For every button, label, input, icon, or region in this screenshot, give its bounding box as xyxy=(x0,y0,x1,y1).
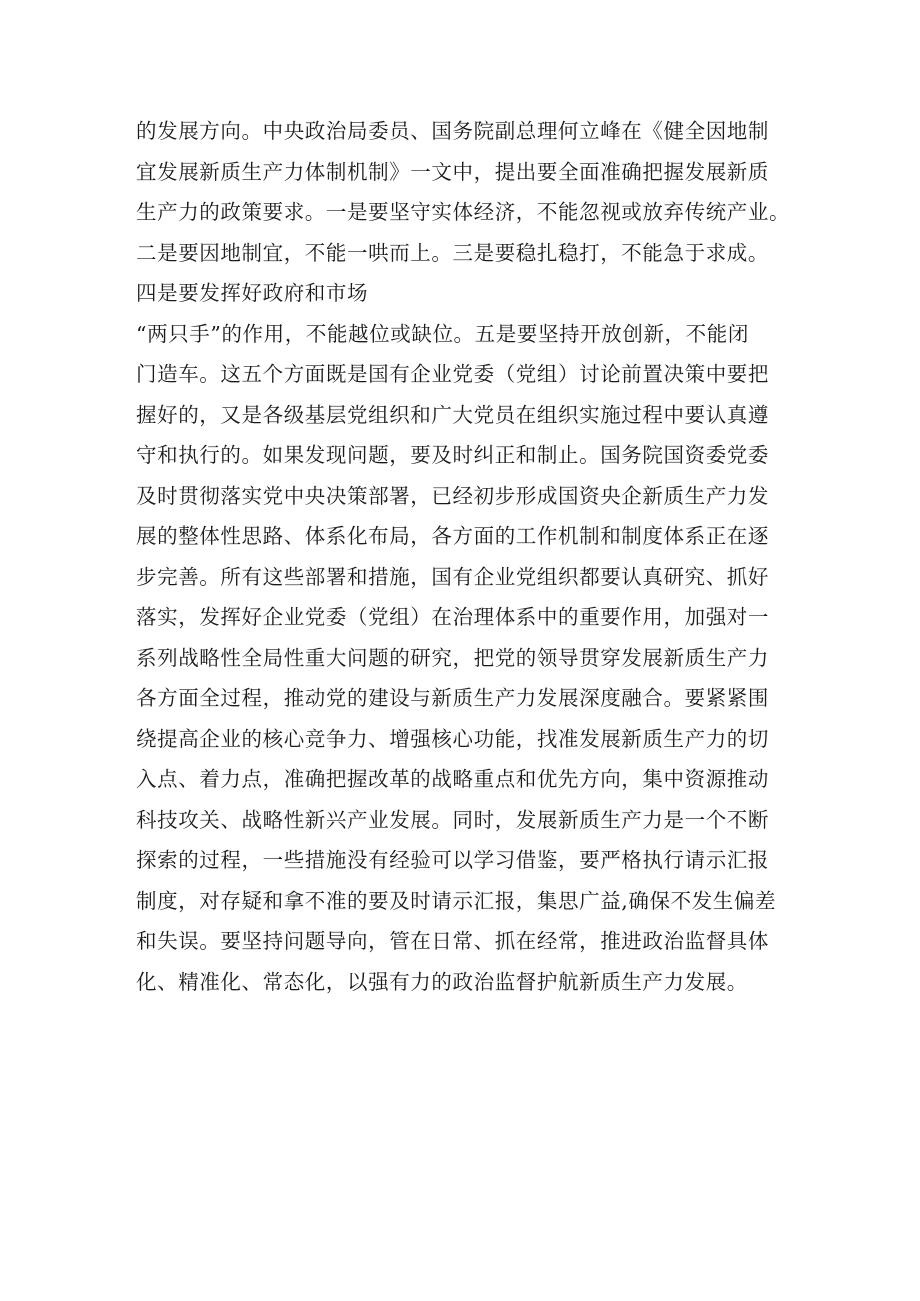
text-line: 化、精准化、常态化，以强有力的政治监督护航新质生产力发展。 xyxy=(136,969,748,994)
text-line: 步完善。所有这些部署和措施，国有企业党组织都要认真研究、抓好 xyxy=(136,564,769,589)
text-line: 守和执行的。如果发现问题，要及时纠正和制止。国务院国资委党委 xyxy=(136,443,769,467)
text-line: 展的整体性思路、体系化布局，各方面的工作机制和制度体系正在逐 xyxy=(136,524,769,548)
text-line: 的发展方向。中央政治局委员、国务院副总理何立峰在《健全因地制 xyxy=(136,119,769,143)
text-line: 各方面全过程，推动党的建设与新质生产力发展深度融合。要紧紧围 xyxy=(136,686,769,710)
text-line: 探索的过程，一些措施没有经验可以学习借鉴，要严格执行请示汇报 xyxy=(136,848,769,872)
text-line: 入点、着力点，准确把握改革的战略重点和优先方向，集中资源推动 xyxy=(136,767,769,791)
text-line: 门造车。这五个方面既是国有企业党委（党组）讨论前置决策中要把 xyxy=(136,362,769,386)
text-line: 宜发展新质生产力体制机制》一文中，提出要全面准确把握发展新质 xyxy=(136,159,769,184)
text-line: 绕提高企业的核心竞争力、增强核心功能，找准发展新质生产力的切 xyxy=(136,726,769,751)
text-line: “两只手”的作用，不能越位或缺位。五是要坚持开放创新，不能闭 xyxy=(136,321,749,346)
text-line: 系列战略性全局性重大问题的研究，把党的领导贯穿发展新质生产力 xyxy=(136,645,769,670)
body-paragraph xyxy=(136,111,816,1002)
text-line: 和失误。要坚持问题导向，管在日常、抓在经常，推进政治监督具体 xyxy=(136,929,769,953)
text-line: 四是要发挥好政府和市场 xyxy=(136,281,369,305)
text-line: 制度，对存疑和拿不准的要及时请示汇报，集思广益,确保不发生偏差 xyxy=(136,888,777,913)
text-line: 落实，发挥好企业党委（党组）在治理体系中的重要作用，加强对一 xyxy=(136,605,769,629)
text-line: 科技攻关、战略性新兴产业发展。同时，发展新质生产力是一个不断 xyxy=(136,807,769,832)
text-line: 二是要因地制宜，不能一哄而上。三是要稳扎稳打，不能急于求成。 xyxy=(136,240,769,265)
text-line: 生产力的政策要求。一是要坚守实体经济，不能忽视或放弃传统产业。 xyxy=(136,200,791,224)
text-line: 及时贯彻落实党中央决策部署，已经初步形成国资央企新质生产力发 xyxy=(136,483,769,508)
text-line: 握好的，又是各级基层党组织和广大党员在组织实施过程中要认真遵 xyxy=(136,402,769,427)
